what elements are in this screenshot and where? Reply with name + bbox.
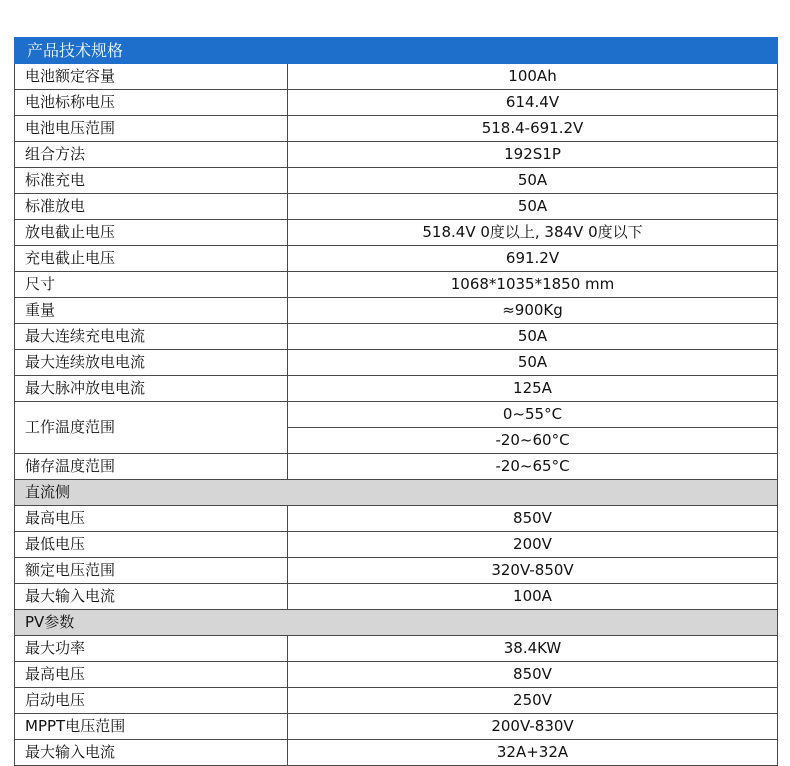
table-row: [15, 142, 778, 168]
table-row: [15, 350, 778, 376]
table-row: [15, 636, 778, 662]
row-value: 38.4KW: [288, 636, 778, 662]
row-label: 启动电压: [15, 688, 288, 714]
table-row: [15, 194, 778, 220]
row-value: 125A: [288, 376, 778, 402]
row-value: 192S1P: [288, 142, 778, 168]
table-row: [15, 454, 778, 480]
row-value: 100Ah: [288, 64, 778, 90]
row-label: 重量: [15, 298, 288, 324]
row-label: 最大输入电流: [15, 740, 288, 766]
table-row: [15, 246, 778, 272]
row-value: 32A+32A: [288, 740, 778, 766]
row-value: ≈900Kg: [288, 298, 778, 324]
table-row: [15, 324, 778, 350]
table-title: 产品技术规格: [15, 38, 778, 64]
row-value: 50A: [288, 168, 778, 194]
row-value: 200V: [288, 532, 778, 558]
row-value: 518.4V 0度以上, 384V 0度以下: [288, 220, 778, 246]
row-label: 标准充电: [15, 168, 288, 194]
row-label: 组合方法: [15, 142, 288, 168]
row-label: MPPT电压范围: [15, 714, 288, 740]
row-label: 最大脉冲放电电流: [15, 376, 288, 402]
row-label: 额定电压范围: [15, 558, 288, 584]
row-value: 200V-830V: [288, 714, 778, 740]
table-row: [15, 272, 778, 298]
table-row: [15, 402, 778, 428]
table-row: [15, 376, 778, 402]
row-label: 最大功率: [15, 636, 288, 662]
spec-table: [14, 37, 778, 766]
table-row: [15, 740, 778, 766]
table-title-row: [15, 38, 778, 64]
row-label: 最高电压: [15, 662, 288, 688]
row-value: 614.4V: [288, 90, 778, 116]
row-value: 250V: [288, 688, 778, 714]
row-value: 850V: [288, 506, 778, 532]
row-value: 850V: [288, 662, 778, 688]
table-row: [15, 168, 778, 194]
row-label: 工作温度范围: [15, 402, 288, 454]
table-row: [15, 558, 778, 584]
table-row: [15, 298, 778, 324]
row-label: 最高电压: [15, 506, 288, 532]
row-label: 储存温度范围: [15, 454, 288, 480]
row-label: 最大连续充电电流: [15, 324, 288, 350]
row-label: 最大连续放电电流: [15, 350, 288, 376]
row-value: 100A: [288, 584, 778, 610]
row-value: 50A: [288, 194, 778, 220]
row-value: 518.4-691.2V: [288, 116, 778, 142]
row-value: 691.2V: [288, 246, 778, 272]
row-label: 尺寸: [15, 272, 288, 298]
table-row: [15, 506, 778, 532]
row-value: -20~60°C: [288, 428, 778, 454]
table-row: [15, 714, 778, 740]
row-value: 50A: [288, 324, 778, 350]
table-row: [15, 90, 778, 116]
row-value: 0~55°C: [288, 402, 778, 428]
row-value: 320V-850V: [288, 558, 778, 584]
row-label: 电池电压范围: [15, 116, 288, 142]
section-header-row: [15, 610, 778, 636]
table-row: [15, 688, 778, 714]
section-header-row: [15, 480, 778, 506]
row-label: 最大输入电流: [15, 584, 288, 610]
row-label: 最低电压: [15, 532, 288, 558]
table-row: [15, 532, 778, 558]
row-label: 标准放电: [15, 194, 288, 220]
row-value: -20~65°C: [288, 454, 778, 480]
row-value: 1068*1035*1850 mm: [288, 272, 778, 298]
row-value: 50A: [288, 350, 778, 376]
row-label: 电池标称电压: [15, 90, 288, 116]
row-label: 放电截止电压: [15, 220, 288, 246]
table-row: [15, 584, 778, 610]
section-header-pv: PV参数: [15, 610, 778, 636]
table-row: [15, 64, 778, 90]
row-label: 充电截止电压: [15, 246, 288, 272]
table-row: [15, 662, 778, 688]
table-row: [15, 116, 778, 142]
row-label: 电池额定容量: [15, 64, 288, 90]
table-row: [15, 220, 778, 246]
section-header-dc: 直流侧: [15, 480, 778, 506]
